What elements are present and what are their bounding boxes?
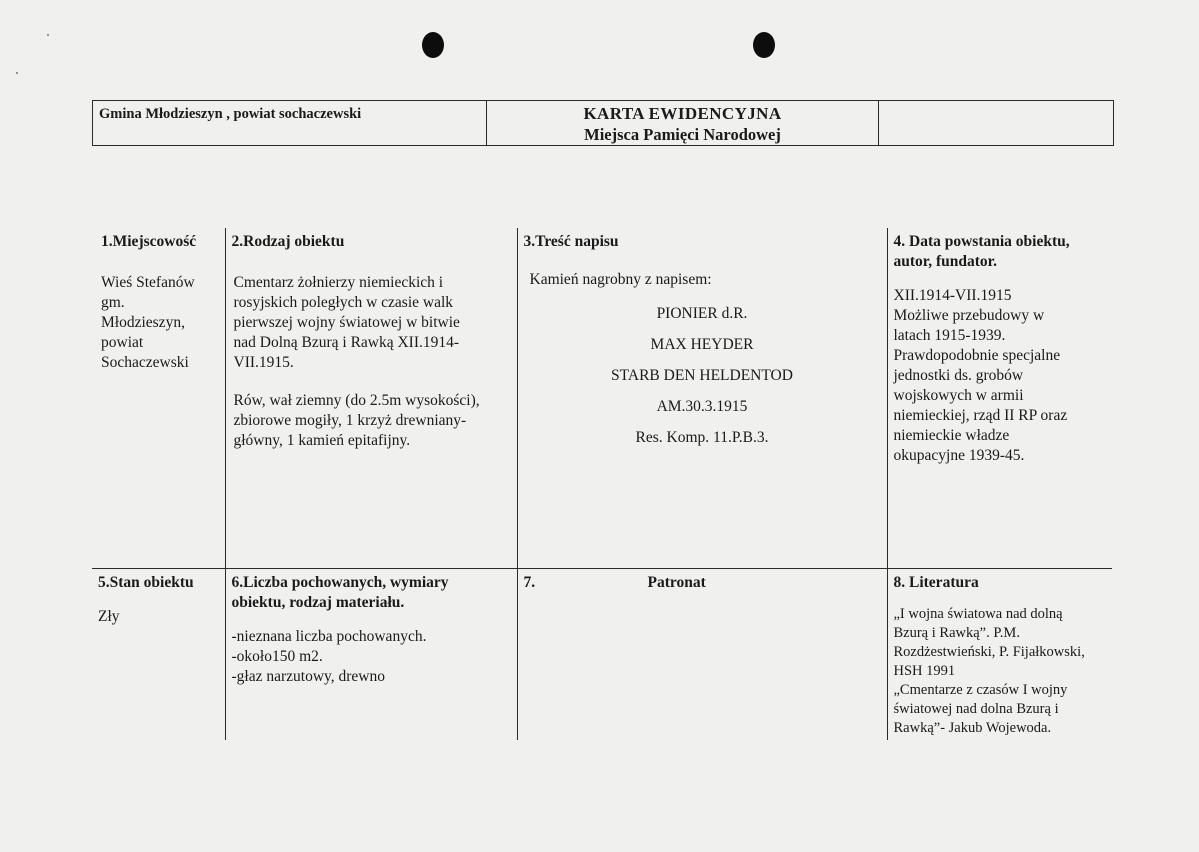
inscription-line: AM.30.3.1915 (656, 398, 748, 415)
date-line: XII.1914-VII.1915 (893, 287, 1012, 304)
object-type-features (232, 391, 511, 451)
inscription-heading: 3.Treść napisu (523, 233, 619, 250)
literature-heading: 8. Literatura (893, 573, 979, 591)
record-table (92, 228, 1112, 740)
feature-line: Rów, wał ziemny (do 2.5m wysokości), (233, 392, 480, 409)
heading-line: 4. Data powstania obiektu, (893, 233, 1070, 250)
inscription-line: PIONIER d.R. (656, 305, 748, 322)
inscription-line: Res. Komp. 11.P.B.3. (635, 429, 769, 446)
scan-speck (47, 34, 49, 36)
description-line: rosyjskich poległych w czasie walk (233, 294, 454, 311)
document-subtitle: Miejsca Pamięci Narodowej (584, 125, 781, 144)
locality-line: Sochaczewski (101, 354, 189, 371)
literature-line: „Cmentarze z czasów I wojny (893, 681, 1068, 698)
heading-line: autor, fundator. (893, 253, 998, 270)
municipality-label: Gmina Młodzieszyn , powiat sochaczewski (99, 106, 362, 122)
description-line: nad Dolną Bzurą i Rawką XII.1914- (233, 334, 460, 351)
date-line: niemieckiej, rząd II RP oraz (893, 407, 1068, 424)
burials-line: -około150 m2. (231, 647, 323, 665)
empty-header-cell (879, 101, 1114, 146)
date-line: Prawdopodobnie specjalne (893, 347, 1061, 364)
patronage-cell (517, 568, 887, 740)
heading-line: obiektu, rodzaj materiału. (231, 593, 405, 611)
literature-line: Rawką”- Jakub Wojewoda. (893, 719, 1052, 736)
inscription-text (524, 298, 881, 453)
locality-line: Wieś Stefanów (101, 274, 195, 291)
literature-line: światowej nad dolna Bzurą i (893, 700, 1059, 717)
locality-value (98, 273, 219, 373)
date-author-value (894, 286, 1107, 466)
municipality-cell (93, 101, 487, 146)
title-cell (487, 101, 879, 146)
literature-value (894, 605, 1107, 738)
literature-cell (887, 568, 1112, 740)
burials-heading (232, 573, 511, 613)
date-author-heading (894, 232, 1107, 272)
burials-line: -głaz narzutowy, drewno (231, 667, 386, 685)
burials-cell (225, 568, 517, 740)
heading-line: 6.Liczba pochowanych, wymiary (231, 573, 449, 591)
literature-line: „I wojna światowa nad dolną (893, 605, 1063, 622)
date-line: okupacyjne 1939-45. (893, 447, 1025, 464)
punch-hole (753, 32, 775, 58)
object-type-heading: 2.Rodzaj obiektu (231, 233, 345, 250)
literature-line: Rozdżestwieński, P. Fijałkowski, (893, 643, 1085, 660)
patronage-heading: Patronat (647, 573, 706, 591)
condition-cell (92, 568, 225, 740)
description-line: VII.1915. (233, 354, 294, 371)
locality-heading: 1.Miejscowość (101, 233, 197, 250)
inscription-line: MAX HEYDER (650, 336, 754, 353)
feature-line: zbiorowe mogiły, 1 krzyż drewniany- (233, 412, 467, 429)
literature-line: HSH 1991 (893, 662, 956, 679)
inscription-line: STARB DEN HELDENTOD (611, 367, 793, 384)
object-type-cell (225, 228, 517, 568)
date-line: wojskowych w armii (893, 387, 1024, 404)
description-line: Cmentarz żołnierzy niemieckich i (233, 274, 444, 291)
description-line: pierwszej wojny światowej w bitwie (233, 314, 460, 331)
condition-heading: 5.Stan obiektu (98, 573, 194, 591)
object-type-description (232, 273, 511, 373)
locality-line: gm. (101, 294, 125, 311)
inscription-cell (517, 228, 887, 568)
patronage-number: 7. (523, 573, 536, 591)
date-line: jednostki ds. grobów (893, 367, 1024, 384)
locality-line: Młodzieszyn, (101, 314, 185, 331)
scan-speck (16, 72, 18, 74)
inscription-intro: Kamień nagrobny z napisem: (529, 271, 712, 288)
burials-value (232, 627, 511, 687)
date-line: latach 1915-1939. (893, 327, 1006, 344)
punch-hole (422, 32, 444, 58)
burials-line: -nieznana liczba pochowanych. (231, 627, 427, 645)
date-author-cell (887, 228, 1112, 568)
literature-line: Bzurą i Rawką”. P.M. (893, 624, 1020, 641)
condition-value: Zły (98, 607, 120, 625)
date-line: niemieckie władze (893, 427, 1010, 444)
locality-line: powiat (101, 334, 144, 351)
header-table (92, 100, 1114, 146)
document-title: KARTA EWIDENCYJNA (583, 104, 782, 123)
date-line: Możliwe przebudowy w (893, 307, 1045, 324)
feature-line: główny, 1 kamień epitafijny. (233, 432, 411, 449)
locality-cell (92, 228, 225, 568)
